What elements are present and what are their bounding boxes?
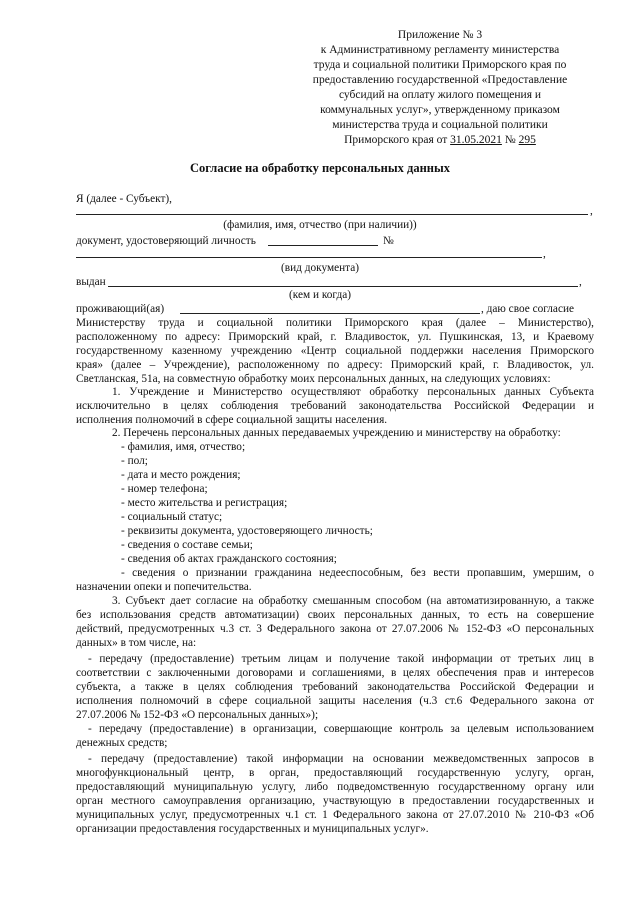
header-line: к Административному регламенту министерства: [320, 44, 560, 56]
issued-line[interactable]: [108, 286, 578, 287]
p1-line: исполнения полномочий в сфере социальной защиты населения.: [76, 414, 388, 426]
list-item: - сведения о признании гражданина недееспособным, без вести пропавшим, умершим, о: [121, 567, 594, 579]
header-line: труда и социальной политики Приморского края по: [313, 59, 567, 71]
fio-line[interactable]: [76, 214, 588, 215]
bullet-line: - передачу (предоставление) в организации, совершающие контроль за целевым использованием: [88, 723, 594, 735]
p3-line: данных» в том числе, на:: [76, 637, 197, 649]
header-line: предоставлению государственной «Предоставление: [312, 74, 568, 86]
doc-number-sign: №: [383, 235, 394, 247]
p1-line: 1. Учреждение и Министерство осуществляют обработку персональных данных Субъекта: [112, 386, 594, 398]
doc-type-line[interactable]: [268, 245, 378, 246]
list-item: - сведения об актах гражданского состояния;: [121, 553, 337, 565]
bullet-line: субъекта, а также в целях соблюдения требований законодательства Российской Федерации и: [76, 681, 594, 693]
p1-line: исключительно в целях соблюдения требований законодательства Российской Федерации и: [76, 400, 594, 412]
list-item-continued: назначении опеки и попечительства.: [76, 581, 252, 593]
list-item: - реквизиты документа, удостоверяющего личность;: [121, 525, 373, 537]
bullet-line: многофункциональный центр, в орган, предоставляющий государственную услугу, орган,: [76, 767, 594, 779]
list-item: - фамилия, имя, отчество;: [121, 441, 246, 453]
bullet-line: исполнения полномочий в сфере социальной защиты населения (ч.3 ст.6 Федерального закона от: [76, 695, 594, 707]
doc-number-line[interactable]: [76, 257, 542, 258]
header-line: министерства труда и социальной политики: [332, 119, 548, 131]
p3-line: действий, предусмотренных ч.3 ст. 3 Федерального закона от 27.07.2006 № 152-ФЗ «О персональных: [76, 623, 594, 635]
list-item: - социальный статус;: [121, 511, 223, 523]
bullet-line: денежных средств;: [76, 737, 168, 749]
bullet-line: орган местного самоуправления организацию, участвующую в предоставлении государственных и: [76, 795, 594, 807]
list-item: - дата и место рождения;: [121, 469, 241, 481]
order-date: 31.05.2021: [450, 134, 502, 146]
list-item: - номер телефона;: [121, 483, 208, 495]
living-line[interactable]: [180, 313, 480, 314]
doc-line-comma: ,: [543, 248, 546, 260]
p3-line: без использования средств автоматизации) своих персональных данных, то есть на совершение: [76, 609, 594, 621]
bullet-line: - передачу (предоставление) третьим лицам и получение такой информации от третьих лиц в: [88, 653, 594, 665]
consent-line: Министерству труда и социальной политики Приморского края (далее – Министерство),: [76, 317, 594, 329]
bullet-line: - передачу (предоставление) такой информации на основании межведомственных запросов в: [88, 753, 594, 765]
header-line: коммунальных услуг», утвержденному приказом: [320, 104, 560, 116]
issued-label: выдан: [76, 276, 106, 288]
living-after: , даю свое согласие: [481, 303, 575, 315]
appendix-number: Приложение № 3: [397, 29, 483, 41]
bullet-line: организации предоставления государственных и муниципальных услуг».: [76, 823, 429, 835]
header-line: субсидий на оплату жилого помещения и: [338, 89, 542, 101]
consent-line: края» (далее – Учреждение), расположенному по адресу: Приморский край, г. Владивосток, ул.: [76, 359, 594, 371]
issued-line-comma: ,: [579, 276, 582, 288]
bullet-line: 27.07.2006 № 152-ФЗ «О персональных данных»);: [76, 709, 319, 721]
bullet-line: предоставляющий муниципальную услугу, либо подведомственную государственному органу или: [76, 781, 594, 793]
bullet-line: муниципальных услуг, предусмотренных ч.1 ст. 1 Федерального закона от 27.07.2010 № 210-ФЗ «Об: [76, 809, 594, 821]
fio-caption: (фамилия, имя, отчество (при наличии)): [223, 219, 417, 231]
list-item: - место жительства и регистрация;: [121, 497, 288, 509]
order-date-line: [280, 133, 600, 149]
consent-line: расположенному по адресу: Приморский край, г. Владивосток, ул. Пушкинская, 13, и Краевому: [76, 331, 594, 343]
p2-heading: 2. Перечень персональных данных передаваемых учреждению и министерству на обработку:: [112, 427, 561, 439]
issued-caption: (кем и когда): [289, 289, 351, 301]
document-title: Согласие на обработку персональных данных: [189, 161, 450, 175]
list-item: - пол;: [121, 455, 148, 467]
p3-line: 3. Субъект дает согласие на обработку смешанным способом (на автоматизированную, а также: [112, 595, 594, 607]
list-item: - сведения о составе семьи;: [121, 539, 253, 551]
consent-line: Светланская, 51а, на совместную обработку моих персональных данных, на следующих условиях:: [76, 373, 551, 385]
doc-caption: (вид документа): [281, 262, 359, 274]
consent-line: государственному казенному учреждению «Центр социальной поддержки населения Приморского: [76, 345, 594, 357]
order-prefix: Приморского края от: [344, 134, 451, 146]
subject-label: Я (далее - Субъект),: [76, 193, 172, 205]
doc-label: документ, удостоверяющий личность: [76, 235, 256, 247]
bullet-line: соответствии с заключенными договорами и соглашениями, в целях обеспечения прав и интересов: [76, 667, 594, 679]
order-num-sign: №: [501, 134, 519, 146]
fio-line-comma: ,: [590, 205, 593, 217]
living-label: проживающий(ая): [76, 303, 165, 315]
order-number: 295: [518, 134, 536, 146]
